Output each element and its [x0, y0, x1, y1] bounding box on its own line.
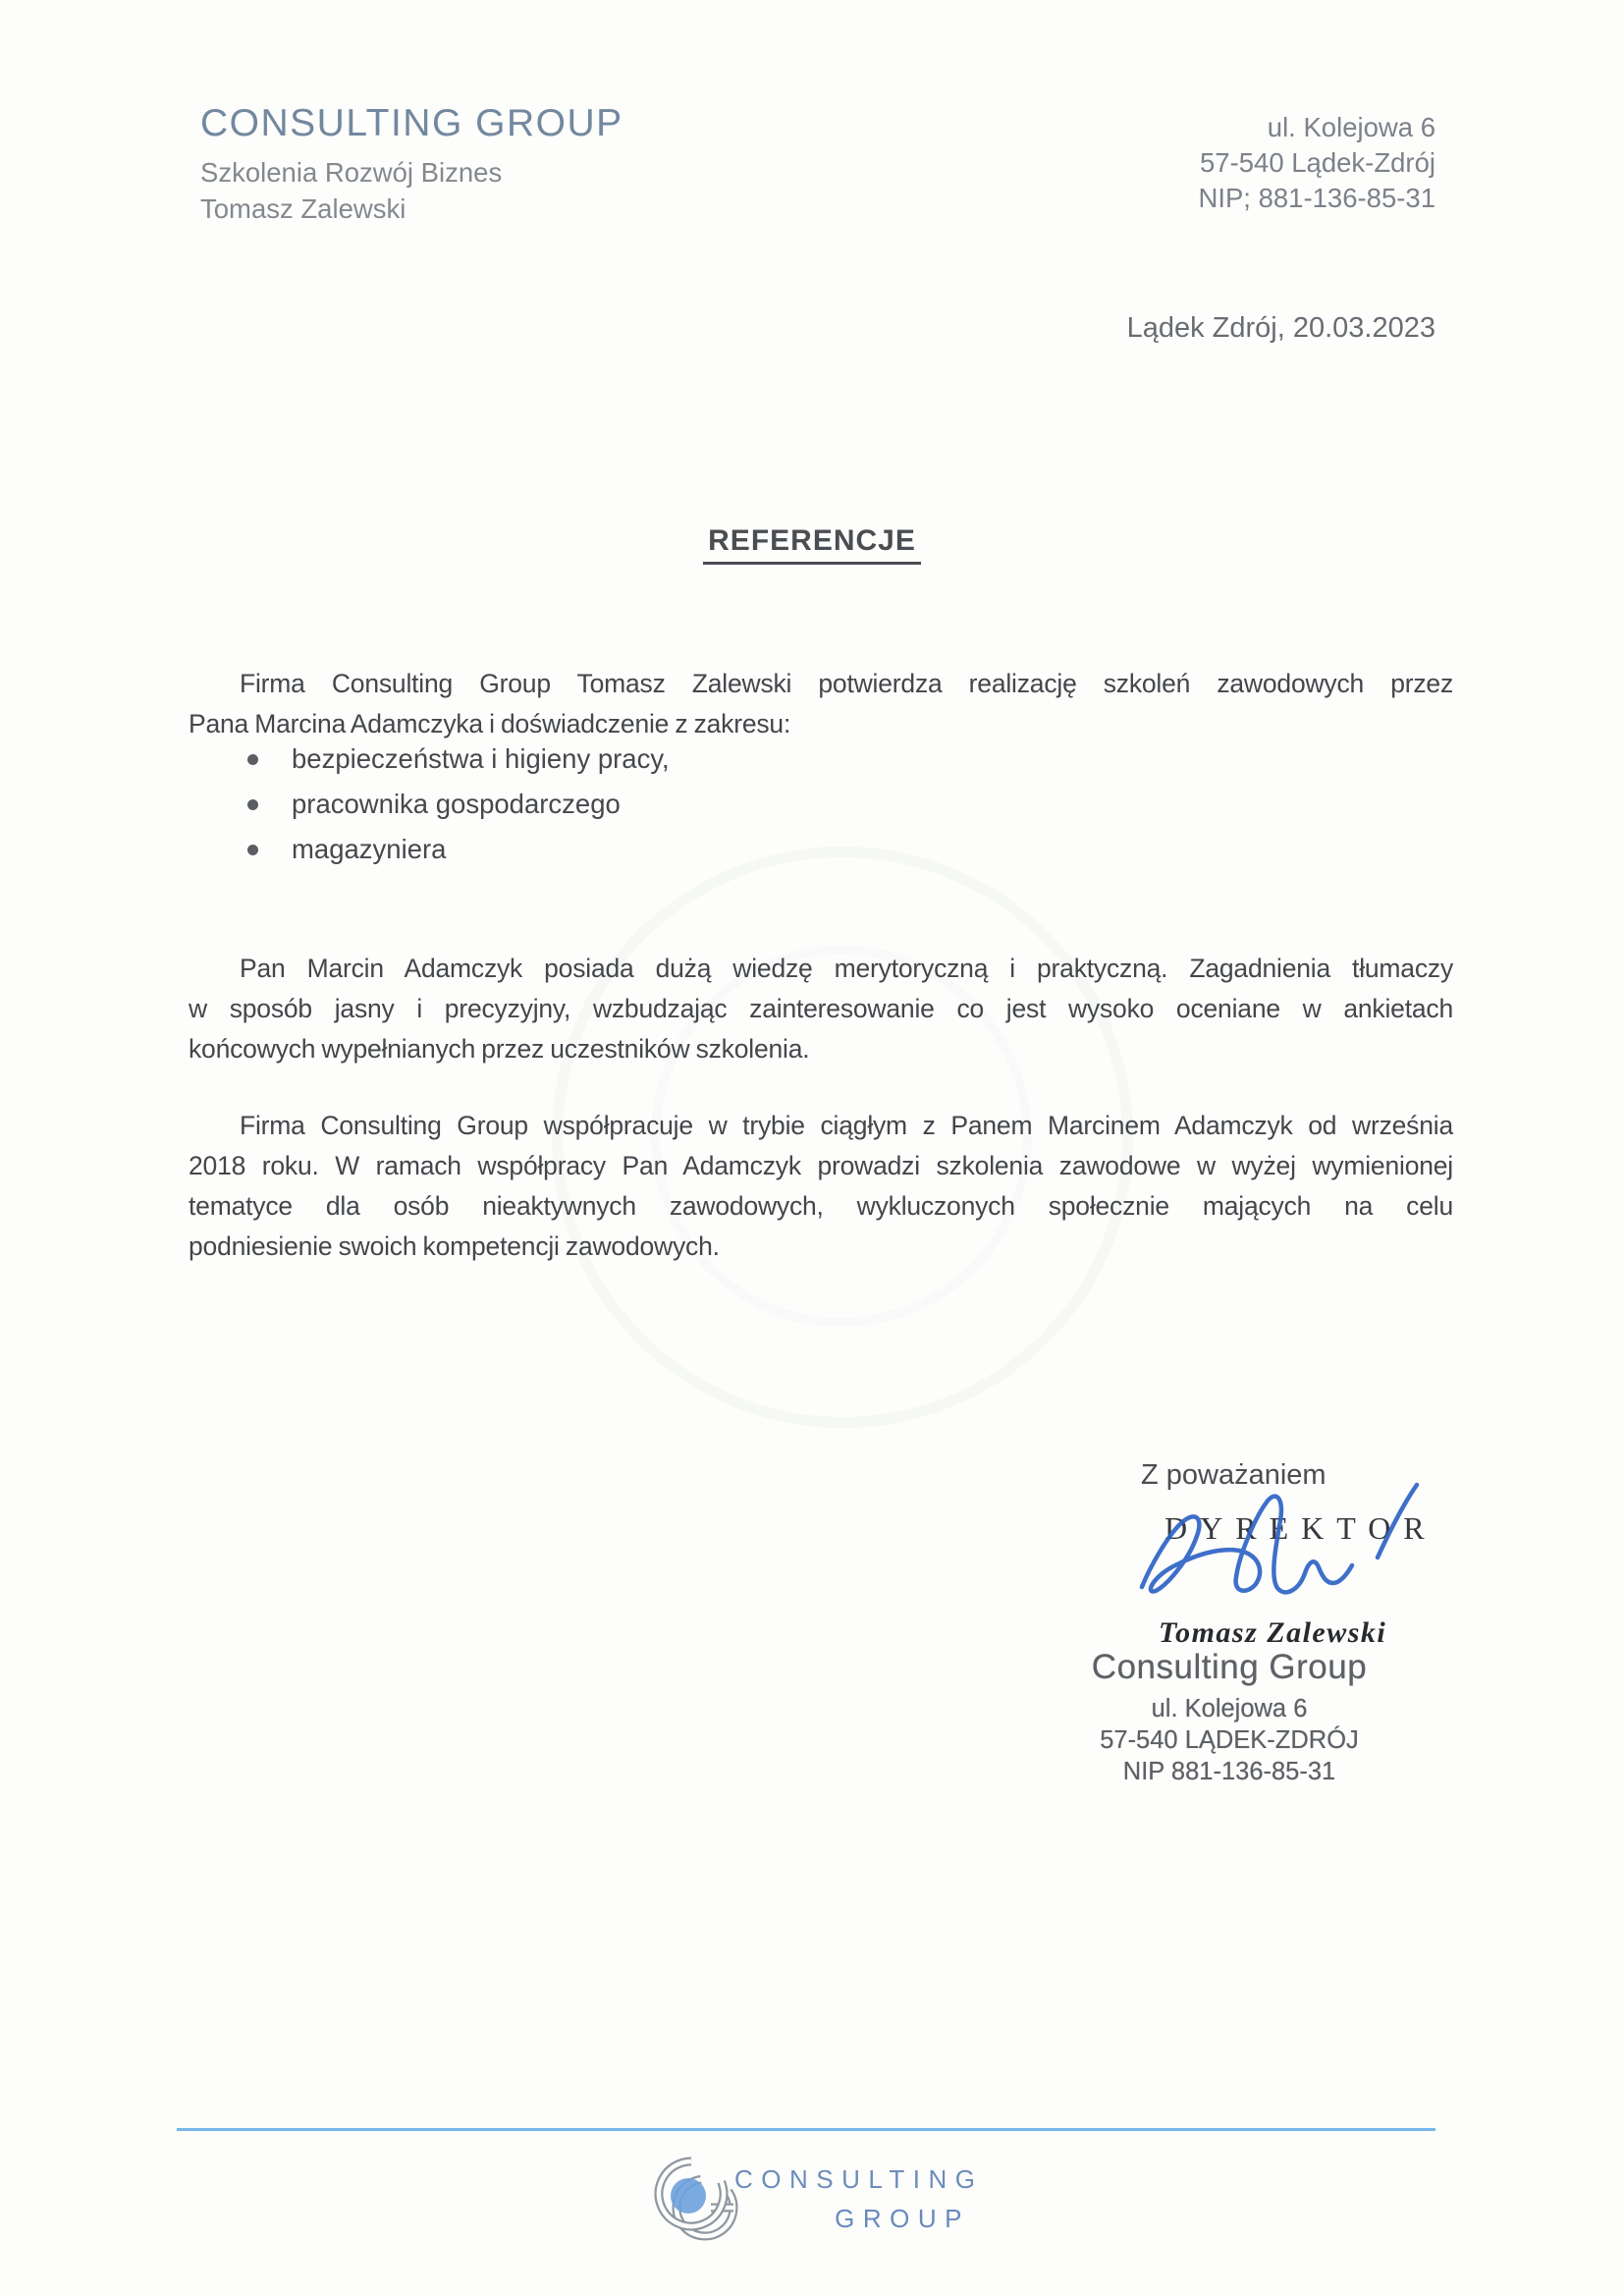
company-stamp: [1053, 1648, 1406, 1787]
text-line: w sposób jasny i precyzyjny, wzbudzając zainteresowanie co jest wysoko oceniane w ankietach: [189, 994, 1453, 1023]
logo-blue-dot: [671, 2178, 706, 2214]
stamp-address: [1053, 1693, 1406, 1787]
company-owner: Tomasz Zalewski: [200, 193, 406, 224]
letterhead-address: [1198, 110, 1435, 216]
text-line: 2018 roku. W ramach współpracy Pan Adamczyk prowadzi szkolenia zawodowe w wyżej wymienionej: [189, 1151, 1453, 1180]
stamp-address-nip: NIP 881-136-85-31: [1122, 1758, 1336, 1785]
footer-logo-text: [734, 2164, 984, 2234]
director-role-stamp: DYREKTOR: [1164, 1510, 1437, 1546]
text-line: Pan Marcin Adamczyk posiada dużą wiedzę merytoryczną i praktyczną. Zagadnienia tłumaczy: [240, 954, 1453, 983]
stamp-company-name: Consulting Group: [1091, 1648, 1368, 1686]
footer-divider: [177, 2128, 1435, 2131]
address-city: 57-540 Lądek-Zdrój: [1199, 147, 1435, 178]
text-line: Firma Consulting Group współpracuje w trybie ciągłym z Panem Marcinem Adamczyk od września: [240, 1111, 1453, 1140]
text-line: tematyce dla osób nieaktywnych zawodowych, wykluczonych społecznie mających na celu: [189, 1191, 1453, 1221]
paragraph-evaluation: [189, 949, 1453, 1069]
address-nip: NIP; 881-136-85-31: [1198, 183, 1435, 213]
document-title: REFERENCJE: [703, 524, 921, 565]
stamp-address-city: 57-540 LĄDEK-ZDRÓJ: [1100, 1726, 1359, 1754]
company-name: CONSULTING GROUP: [200, 102, 623, 144]
text-line: Firma Consulting Group Tomasz Zalewski potwierdza realizację szkoleń zawodowych przez: [240, 669, 1453, 698]
letterhead-left: [200, 102, 623, 227]
text-line: końcowych wypełnianych przez uczestników szkolenia.: [189, 1034, 810, 1064]
bullet-item: bezpieczeństwa i higieny pracy,: [189, 737, 1072, 782]
paragraph-intro: [189, 664, 1453, 744]
text-line: podniesienie swoich kompetencji zawodowych.: [189, 1231, 720, 1261]
text-line: Pana Marcina Adamczyka i doświadczenie z zakresu:: [189, 709, 791, 738]
company-subtitle: [200, 154, 623, 227]
paragraph-cooperation: [189, 1106, 1453, 1267]
signer-name: Tomasz Zalewski: [1159, 1616, 1387, 1649]
address-street: ul. Kolejowa 6: [1267, 112, 1435, 142]
title-row: [0, 524, 1624, 565]
stamp-address-street: ul. Kolejowa 6: [1151, 1695, 1308, 1722]
training-bullet-list: [189, 737, 1072, 872]
footer-logo-group: GROUP: [835, 2204, 970, 2233]
closing-phrase: Z poważaniem: [1141, 1459, 1326, 1491]
company-tagline: Szkolenia Rozwój Biznes: [200, 157, 503, 188]
bullet-item: pracownika gospodarczego: [189, 782, 1072, 827]
bullet-item: magazyniera: [189, 827, 1072, 872]
footer-logo-consulting: CONSULTING: [734, 2164, 984, 2194]
date-line: Lądek Zdrój, 20.03.2023: [1126, 312, 1435, 344]
